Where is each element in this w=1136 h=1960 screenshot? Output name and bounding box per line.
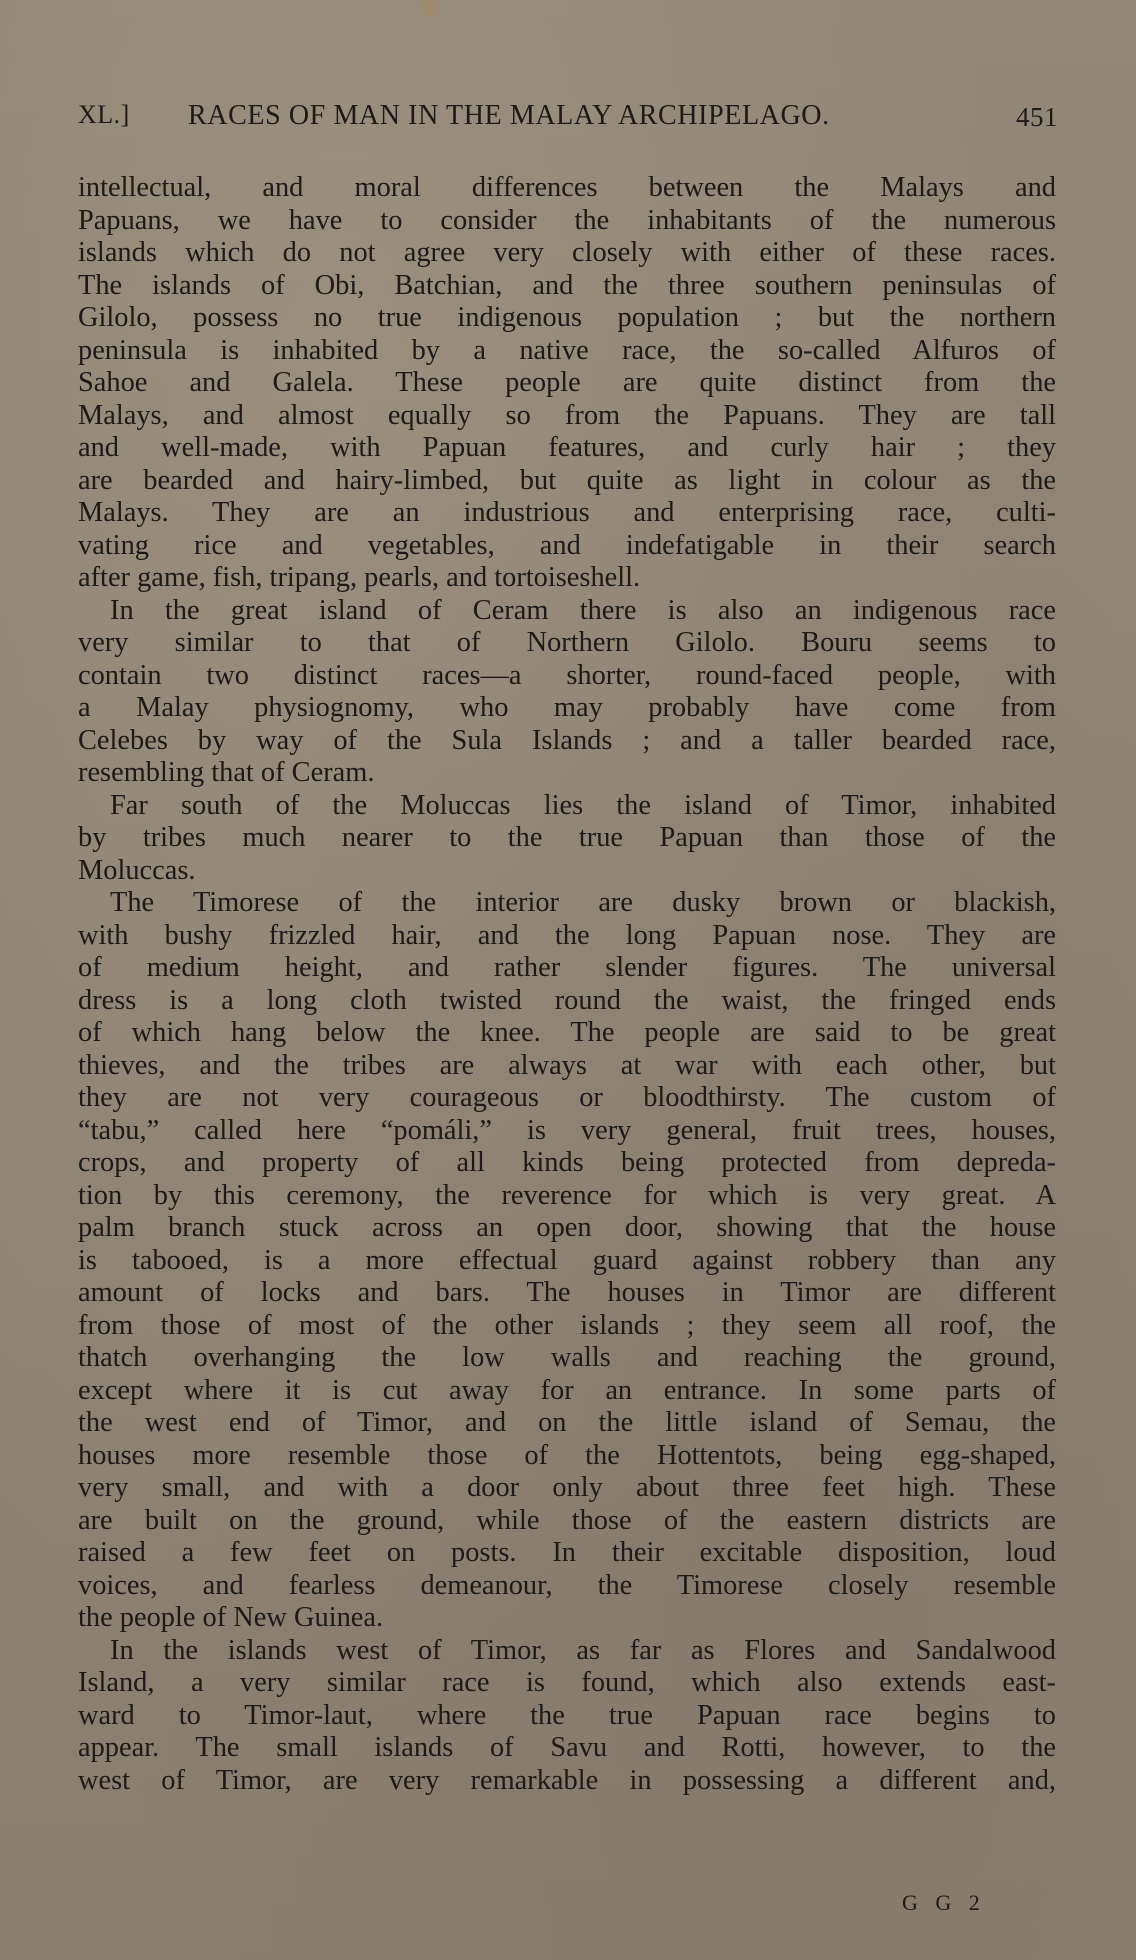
text-line: palm branch stuck across an open door, showing that the house [78, 1212, 1056, 1243]
text-line: very small, and with a door only about three feet high. These [78, 1472, 1056, 1503]
text-line: and well-made, with Papuan features, and curly hair ; they [78, 432, 1056, 463]
text-line: Gilolo, possess no true indigenous population ; but the northern [78, 302, 1056, 333]
text-line: is tabooed, is a more effectual guard against robbery than any [78, 1244, 1056, 1276]
running-title: RACES OF MAN IN THE MALAY ARCHIPELAGO. [188, 100, 830, 131]
text-line: dress is a long cloth twisted round the waist, the fringed ends [78, 984, 1056, 1016]
text-line: ward to Timor-laut, where the true Papuan race begins to [78, 1699, 1056, 1731]
text-line: contain two distinct races—a shorter, round-faced people, with [78, 659, 1056, 691]
text-line: except where it is cut away for an entrance. In some parts of [78, 1374, 1056, 1406]
text-line: of which hang below the knee. The people are said to be great [78, 1017, 1056, 1048]
text-line: Far south of the Moluccas lies the island of Timor, inhabited [110, 789, 1056, 821]
text-line: “tabu,” called here “pomáli,” is very general, fruit trees, houses, [78, 1114, 1056, 1146]
text-line: In the islands west of Timor, as far as Flores and Sandalwood [110, 1634, 1056, 1666]
text-line: thatch overhanging the low walls and reaching the ground, [78, 1342, 1056, 1373]
text-line: appear. The small islands of Savu and Rotti, however, to the [78, 1732, 1056, 1763]
text-line: west of Timor, are very remarkable in possessing a different and, [78, 1764, 1056, 1796]
text-line: with bushy frizzled hair, and the long Papuan nose. They are [78, 919, 1056, 951]
printer-signature: G G 2 [902, 1890, 986, 1915]
text-line: crops, and property of all kinds being protected from depreda- [78, 1147, 1056, 1178]
text-line: raised a few feet on posts. In their excitable disposition, loud [78, 1537, 1056, 1568]
text-line: amount of locks and bars. The houses in Timor are different [78, 1277, 1056, 1308]
text-line: they are not very courageous or bloodthirsty. The custom of [78, 1082, 1056, 1113]
text-line: Malays. They are an industrious and enterprising race, culti- [78, 497, 1056, 528]
text-line: Papuans, we have to consider the inhabitants of the numerous [78, 204, 1056, 236]
text-line: are built on the ground, while those of the eastern districts are [78, 1504, 1056, 1536]
text-line: Celebes by way of the Sula Islands ; and a taller bearded race, [78, 724, 1056, 756]
text-line: Island, a very similar race is found, which also extends east- [78, 1667, 1056, 1698]
text-line: very similar to that of Northern Gilolo. Bouru seems to [78, 627, 1056, 658]
running-head [78, 100, 1058, 140]
text-line: by tribes much nearer to the true Papuan than those of the [78, 822, 1056, 853]
text-line: peninsula is inhabited by a native race, the so-called Alfuros of [78, 334, 1056, 366]
binding-mark [421, 0, 435, 16]
body-text [78, 172, 1056, 1797]
text-line: In the great island of Ceram there is also an indigenous race [110, 594, 1056, 626]
text-line: Moluccas. [78, 854, 196, 886]
text-line: tion by this ceremony, the reverence for which is very great. A [78, 1179, 1056, 1211]
text-line: intellectual, and moral differences between the Malays and [78, 172, 1056, 203]
chapter-number: XL.] [78, 100, 130, 129]
text-line: Malays, and almost equally so from the Papuans. They are tall [78, 399, 1056, 431]
text-line: the people of New Guinea. [78, 1602, 384, 1633]
text-line: from those of most of the other islands ; they seem all roof, the [78, 1309, 1056, 1341]
text-line: a Malay physiognomy, who may probably have come from [78, 692, 1056, 723]
text-line: after game, fish, tripang, pearls, and tortoiseshell. [78, 562, 641, 593]
text-line: vating rice and vegetables, and indefatigable in their search [78, 529, 1056, 561]
text-line: The islands of Obi, Batchian, and the three southern peninsulas of [78, 269, 1056, 301]
text-line: of medium height, and rather slender figures. The universal [78, 952, 1056, 983]
text-line: islands which do not agree very closely with either of these races. [78, 237, 1056, 268]
text-line: The Timorese of the interior are dusky brown or blackish, [110, 887, 1056, 918]
text-line: are bearded and hairy-limbed, but quite as light in colour as the [78, 464, 1056, 496]
text-line: thieves, and the tribes are always at war with each other, but [78, 1049, 1056, 1081]
page-number: 451 [1016, 102, 1058, 132]
text-line: houses more resemble those of the Hottentots, being egg-shaped, [78, 1439, 1056, 1471]
text-line: Sahoe and Galela. These people are quite distinct from the [78, 367, 1056, 398]
text-line: resembling that of Ceram. [78, 757, 375, 788]
text-line: the west end of Timor, and on the little island of Semau, the [78, 1407, 1056, 1438]
text-line: voices, and fearless demeanour, the Timorese closely resemble [78, 1569, 1056, 1601]
